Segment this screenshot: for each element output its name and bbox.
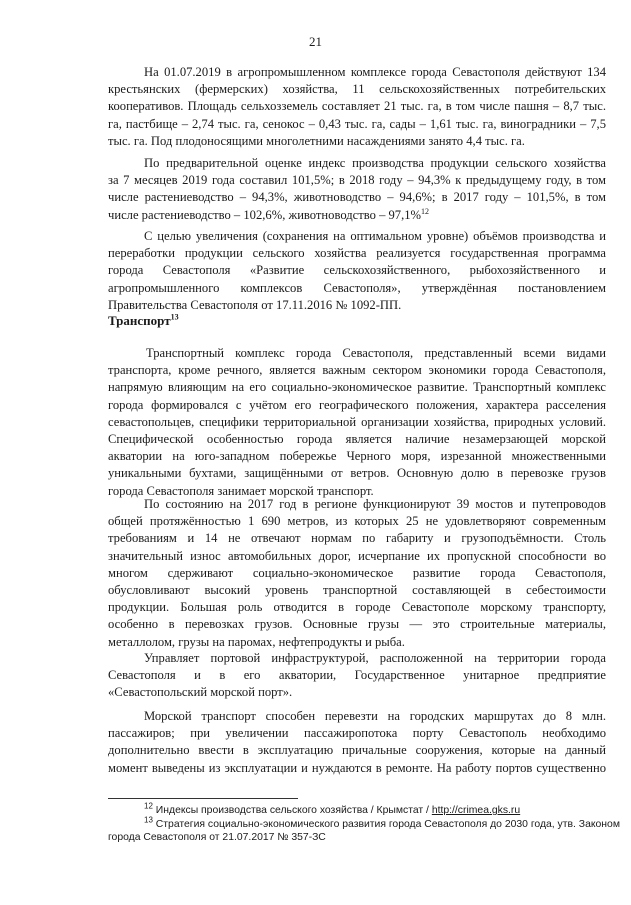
text-line: продукции. Большая роль отводится в городе Севастополе морскому транспорту, xyxy=(108,600,606,615)
text-line: По предварительной оценке индекс производства продукции сельского хозяйства xyxy=(144,156,606,170)
paragraph-port-management xyxy=(108,650,606,702)
text-line: требованиям и 14 не отвечают нормам по габариту и грузоподъёмности. Столь xyxy=(108,531,606,546)
footnote-line xyxy=(108,801,606,817)
text-line: многом сдерживают социально-экономическое развитие города Севастополя, xyxy=(108,565,606,580)
footnote-ref-12: 12 xyxy=(421,206,430,216)
text-line: транспорта, кроме речного, является важным сектором экономики города Севастополя, xyxy=(108,363,606,378)
footnote-number: 13 xyxy=(144,815,153,825)
text-line: крестьянских (фермерских) хозяйства, 11 сельскохозяйственных потребительских xyxy=(108,82,606,97)
text-line: металлолом, грузы на паромах, нефтепродукты и рыба. xyxy=(108,634,405,649)
text-line xyxy=(108,207,606,224)
section-heading-transport xyxy=(108,313,179,329)
text-line: агропромышленного комплексов Севастополя», утверждённая постановлением xyxy=(108,280,606,295)
text-line: числе растениеводство – 94,3%, животноводство – 94,6%; в 2017 году – 101,5%, в том xyxy=(108,190,606,205)
section-heading-text: Транспорт xyxy=(108,313,171,328)
text-line-content: числе растениеводство – 102,6%, животноводство – 97,1% xyxy=(108,207,422,222)
text-line: акватории на юго-западном побережье Черного моря, изрезанной множественными xyxy=(108,449,606,464)
text-line: Специфической особенностью города является наличие незамерзающей морской xyxy=(108,432,606,447)
footnote-separator xyxy=(108,798,298,799)
paragraph-transport-complex xyxy=(108,345,606,500)
text-line: га, пастбище – 2,74 тыс. га, сенокос – 0,43 тыс. га, сады – 1,61 тыс. га, виноградники – 7,5 xyxy=(108,116,606,131)
footnote-link[interactable]: http://crimea.gks.ru xyxy=(431,805,521,816)
footnote-13 xyxy=(108,815,620,844)
paragraph-bridges-roads xyxy=(108,496,606,651)
text-line: С целью увеличения (сохранения на оптимальном уровне) объёмов производства и xyxy=(144,229,606,243)
footnote-text: Индексы производства сельского хозяйства / Крымстат / xyxy=(155,805,432,816)
text-line: за 7 месяцев 2019 года составил 101,5%; в 2018 году – 94,3% к предыдущему году, в том xyxy=(108,173,606,188)
paragraph-production-index xyxy=(108,155,606,224)
text-line: общей протяжённостью 1 690 метров, из которых 25 не удовлетворяют современным xyxy=(108,514,606,529)
paragraph-agro-complex xyxy=(108,64,606,150)
text-line: севастопольцев, специфики территориальной организации хозяйства, природных условий. xyxy=(108,414,606,429)
text-line: переработки продукции сельского хозяйства реализуется государственная программа xyxy=(108,246,606,261)
page-number: 21 xyxy=(309,34,322,49)
footnote-number: 12 xyxy=(144,801,153,811)
text-line: уникальными бухтами, защищёнными от ветров. Основную долю в перевозке грузов xyxy=(108,466,606,481)
text-line: обусловливают высокий уровень транспортной составляющей в себестоимости xyxy=(108,583,606,598)
text-line: города Севастополя «Развитие сельскохозяйственного, рыбохозяйственного и xyxy=(108,263,606,278)
text-line: города формировался с учётом его географического положения, характера расселения xyxy=(108,397,606,412)
text-line: Морской транспорт способен перевезти на городских маршрутах до 8 млн. xyxy=(144,709,606,723)
paragraph-state-program xyxy=(108,228,606,314)
text-line: Правительства Севастополя от 17.11.2016 № 1092-ПП. xyxy=(108,297,402,312)
text-line: тыс. га. Под плодоносящими многолетними насаждениями занято 4,4 тыс. га. xyxy=(108,133,525,148)
text-line: Транспортный комплекс города Севастополя, представленный всеми видами xyxy=(146,346,606,360)
text-line: города Севастополя занимает морской транспорт. xyxy=(108,483,374,498)
text-line: момент выведены из эксплуатации и нуждаются в ремонте. На работу портов существенно xyxy=(108,760,606,775)
text-line: «Севастопольский морской порт». xyxy=(108,685,293,700)
paragraph-sea-transport xyxy=(108,708,606,777)
text-line: Управляет портовой инфраструктурой, расположенной на территории города xyxy=(144,651,606,665)
text-line: дополнительно ввести в эксплуатацию причальные сооружения, которые на данный xyxy=(108,743,606,758)
text-line: Севастополя и в его акватории, Государственное унитарное предприятие xyxy=(108,668,606,683)
text-line: На 01.07.2019 в агропромышленном комплексе города Севастополя действуют 134 xyxy=(144,65,606,79)
footnote-text: Стратегия социально-экономического развития города Севастополя до 2030 года, утв. Законом xyxy=(155,819,620,830)
text-line: особенно в перевозках грузов. Основные грузы — это строительные материалы, xyxy=(108,617,606,632)
footnote-line xyxy=(108,815,620,831)
text-line: По состоянию на 2017 год в регионе функционируют 39 мостов и путепроводов xyxy=(144,497,606,511)
footnote-12 xyxy=(108,801,606,817)
footnote-ref-13: 13 xyxy=(170,312,179,322)
text-line: значительный износ автомобильных дорог, исчерпание их пропускной способности во xyxy=(108,548,606,563)
footnote-line: города Севастополя от 21.07.2017 № 357-ЗС xyxy=(108,832,326,843)
text-line: кооперативов. Площадь сельхозземель составляет 21 тыс. га, в том числе пашня – 8,7 тыс. xyxy=(108,99,606,114)
text-line: напрямую влияющим на его социально-экономическое развитие. Транспортный комплекс xyxy=(108,380,606,395)
text-line: пассажиров; при увеличении пассажиропотока порту Севастополь необходимо xyxy=(108,726,606,741)
